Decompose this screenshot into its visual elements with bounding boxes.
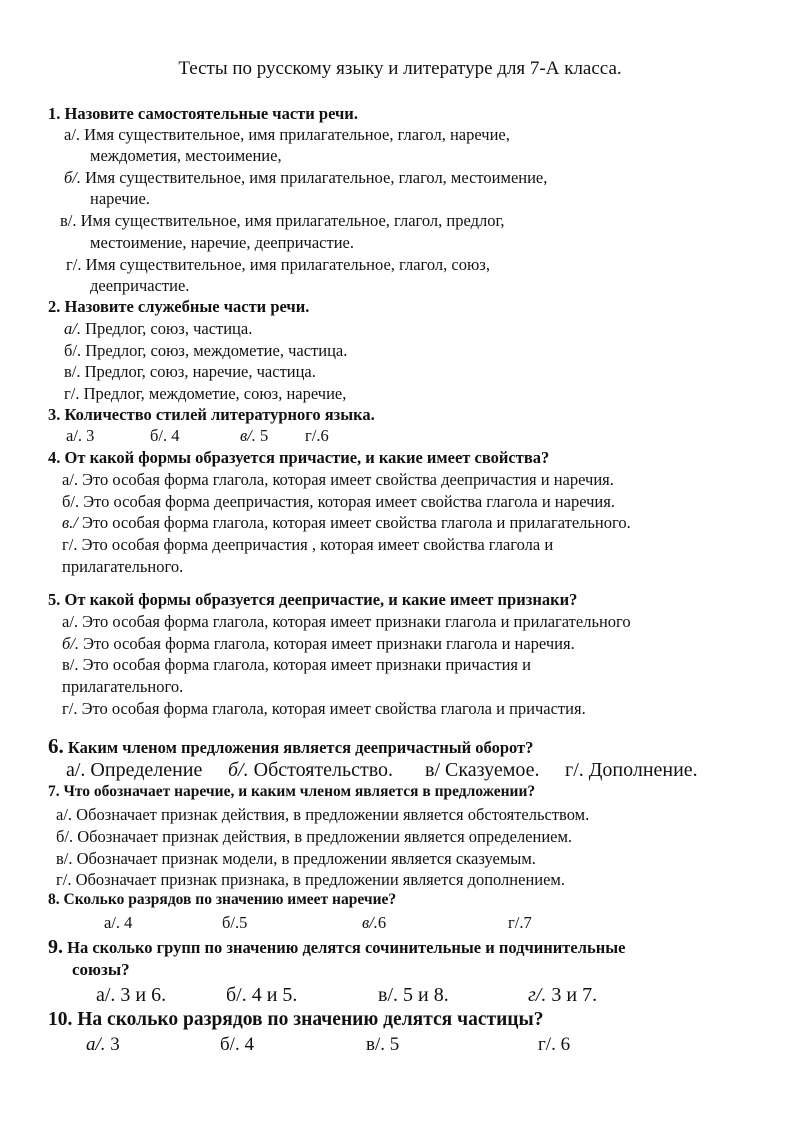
q1-answer-b-line2: наречие. bbox=[90, 189, 150, 208]
q5-answer-a: а/. Это особая форма глагола, которая имеет признаки глагола и прилагательного bbox=[62, 612, 631, 631]
q5-answer-d: г/. Это особая форма глагола, которая имеет свойства глагола и причастия. bbox=[62, 699, 586, 718]
q2-answer-d: г/. Предлог, междометие, союз, наречие, bbox=[64, 384, 347, 403]
q4-answer-b: б/. Это особая форма деепричастия, которая имеет свойства глагола и наречия. bbox=[62, 492, 615, 511]
q8-answer-b: б/.5 bbox=[222, 913, 248, 932]
q9-answer-c: в/. 5 и 8. bbox=[378, 984, 449, 1006]
q2-answer-b: б/. Предлог, союз, междометие, частица. bbox=[64, 341, 348, 360]
question-3: 3. Количество стилей литературного языка. bbox=[48, 405, 375, 424]
q10-answer-d: г/. 6 bbox=[538, 1034, 571, 1055]
q5-answer-b bbox=[62, 634, 575, 654]
question-4: 4. От какой формы образуется причастие, и какие имеет свойства? bbox=[48, 448, 550, 467]
question-6-text: Каким членом предложения является деепричастный оборот? bbox=[63, 738, 534, 757]
q4-answer-c-text: Это особая форма глагола, которая имеет свойства глагола и прилагательного. bbox=[77, 513, 631, 532]
question-9-line2: союзы? bbox=[72, 960, 130, 979]
q10-answer-b: б/. 4 bbox=[220, 1034, 254, 1055]
q9-answer-d-letter: г/. bbox=[528, 984, 547, 1006]
question-6 bbox=[48, 734, 533, 759]
q3-answer-a: а/. 3 bbox=[66, 426, 95, 445]
q4-answer-d-line1: г/. Это особая форма деепричастия , которая имеет свойства глагола и bbox=[62, 535, 554, 554]
q6-answer-d: г/. Дополнение. bbox=[565, 759, 698, 781]
q5-answer-b-text: Это особая форма глагола, которая имеет признаки глагола и наречия. bbox=[79, 634, 575, 653]
page-title: Тесты по русскому языку и литературе для 7-А класса. bbox=[178, 58, 622, 79]
question-9-number: 9. bbox=[48, 936, 63, 958]
q4-answer-c-letter: в./ bbox=[62, 513, 78, 532]
q8-answer-c bbox=[362, 913, 386, 933]
q6-answer-b-letter: б/. bbox=[228, 759, 249, 781]
q6-answer-a: а/. Определение bbox=[66, 759, 203, 781]
q10-answer-a bbox=[86, 1034, 120, 1056]
q10-answer-c: в/. 5 bbox=[366, 1034, 400, 1055]
q4-answer-a: а/. Это особая форма глагола, которая имеет свойства деепричастия и наречия. bbox=[62, 470, 614, 489]
q9-answer-b: б/. 4 и 5. bbox=[226, 984, 298, 1006]
q2-answer-a-letter: а/. bbox=[64, 319, 81, 338]
q7-answer-a: а/. Обозначает признак действия, в предложении является обстоятельством. bbox=[56, 805, 590, 824]
q1-answer-d-line2: деепричастие. bbox=[90, 276, 190, 295]
q5-answer-b-letter: б/. bbox=[62, 634, 80, 653]
q6-answer-c: в/ Сказуемое. bbox=[425, 759, 540, 781]
question-9-text-line1: На сколько групп по значению делятся сочинительные и подчинительные bbox=[63, 938, 626, 957]
q6-answer-b-text: Обстоятельство. bbox=[248, 759, 394, 781]
q8-answer-d: г/.7 bbox=[508, 913, 532, 932]
question-2: 2. Назовите служебные части речи. bbox=[48, 297, 310, 316]
q3-answer-b: б/. 4 bbox=[150, 426, 180, 445]
q4-answer-d-line2: прилагательного. bbox=[62, 557, 184, 576]
q3-answer-c bbox=[240, 426, 268, 446]
question-1: 1. Назовите самостоятельные части речи. bbox=[48, 104, 358, 123]
q10-answer-a-text: 3 bbox=[105, 1034, 120, 1055]
q1-answer-a-line2: междометия, местоимение, bbox=[90, 146, 282, 165]
q5-answer-c-line2: прилагательного. bbox=[62, 677, 184, 696]
question-6-number: 6. bbox=[48, 734, 64, 758]
question-7: 7. Что обозначает наречие, и каким членом является в предложении? bbox=[48, 783, 536, 800]
q8-answer-c-text: 6 bbox=[377, 913, 387, 932]
q6-answer-b bbox=[228, 759, 393, 782]
q8-answer-c-letter: в/. bbox=[362, 913, 378, 932]
q7-answer-b: б/. Обозначает признак действия, в предложении является определением. bbox=[56, 827, 573, 846]
q3-answer-d: г/.6 bbox=[305, 426, 329, 445]
question-10: 10. На сколько разрядов по значению делятся частицы? bbox=[48, 1009, 544, 1030]
q2-answer-a bbox=[64, 319, 252, 339]
q10-answer-a-letter: а/. bbox=[86, 1034, 106, 1055]
q8-answer-a: а/. 4 bbox=[104, 913, 133, 932]
q1-answer-d-line1: г/. Имя существительное, имя прилагательное, глагол, союз, bbox=[66, 255, 490, 274]
q1-answer-b-text: Имя существительное, имя прилагательное, глагол, местоимение, bbox=[81, 168, 548, 187]
q1-answer-c-line1: в/. Имя существительное, имя прилагательное, глагол, предлог, bbox=[60, 211, 505, 230]
q9-answer-d bbox=[528, 984, 597, 1007]
question-8: 8. Сколько разрядов по значению имеет наречие? bbox=[48, 891, 397, 908]
q3-answer-c-text: 5 bbox=[255, 426, 269, 445]
q5-answer-c-line1: в/. Это особая форма глагола, которая имеет признаки причастия и bbox=[62, 655, 531, 674]
q9-answer-a: а/. 3 и 6. bbox=[96, 984, 167, 1006]
q2-answer-c: в/. Предлог, союз, наречие, частица. bbox=[64, 362, 316, 381]
question-9 bbox=[48, 936, 625, 959]
q1-answer-a-line1: а/. Имя существительное, имя прилагательное, глагол, наречие, bbox=[64, 125, 510, 144]
q9-answer-d-text: 3 и 7. bbox=[546, 984, 598, 1006]
q7-answer-c: в/. Обозначает признак модели, в предложении является сказуемым. bbox=[56, 849, 536, 868]
q4-answer-c bbox=[62, 513, 631, 533]
q7-answer-d: г/. Обозначает признак признака, в предложении является дополнением. bbox=[56, 870, 565, 889]
q1-answer-b-letter: б/. bbox=[64, 168, 82, 187]
q1-answer-b bbox=[64, 168, 547, 188]
q1-answer-c-line2: местоимение, наречие, деепричастие. bbox=[90, 233, 354, 252]
question-5: 5. От какой формы образуется деепричастие, и какие имеет признаки? bbox=[48, 590, 578, 609]
q3-answer-c-letter: в/. bbox=[240, 426, 256, 445]
q2-answer-a-text: Предлог, союз, частица. bbox=[80, 319, 253, 338]
